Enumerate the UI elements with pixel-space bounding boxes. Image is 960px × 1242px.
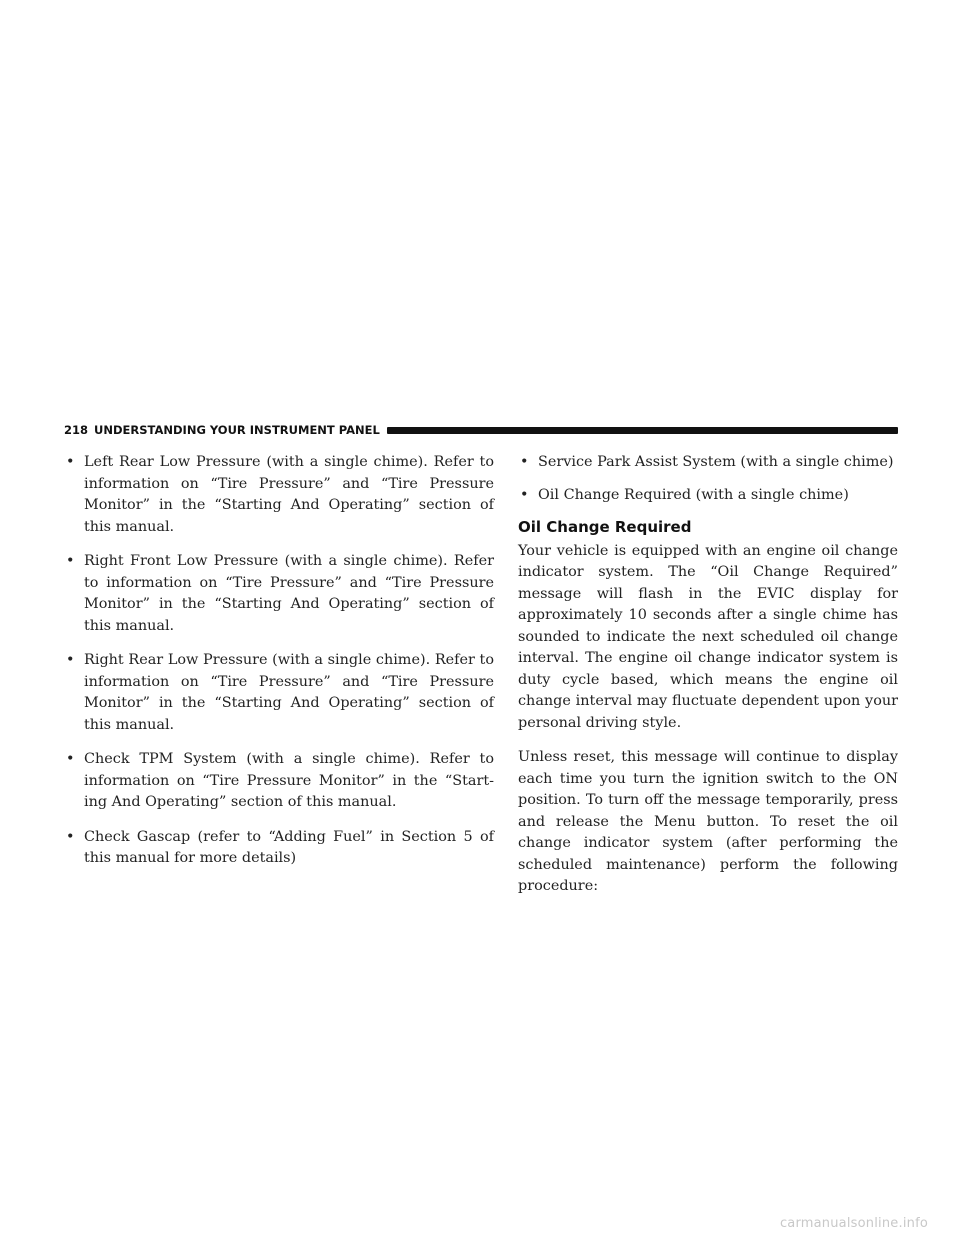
list-item (64, 749, 494, 814)
list-item (518, 485, 898, 507)
list-item (64, 551, 494, 637)
list-item-text: Check Gascap (refer to “Adding Fuel” in Section 5 of this manual for more details) (84, 828, 494, 866)
bullet-icon: • (66, 553, 75, 569)
watermark: carmanualsonline.info (779, 1216, 928, 1231)
bullet-icon: • (66, 652, 75, 668)
page-header (64, 420, 898, 440)
page-number: 218 (64, 423, 89, 437)
list-item-text: Oil Change Required (with a single chime) (538, 486, 849, 503)
section-title: UNDERSTANDING YOUR INSTRUMENT PANEL (94, 423, 380, 437)
left-column (64, 452, 494, 883)
bullet-icon: • (66, 751, 75, 767)
list-item-text: Left Rear Low Pressure (with a single chime). Refer to information on “Tire Pressure” and “Tire Pressure Monitor” in the “Starting And Operating” section of this manual. (84, 454, 494, 535)
body-paragraph: Unless reset, this message will continue to display each time you turn the ignition switch to the ON position. To turn off the message temporarily, press and release the Menu button. To reset the oil change indicator system (after performing the scheduled maintenance) perform the following procedure: (518, 749, 898, 894)
bullet-icon: • (520, 486, 529, 503)
bullet-icon: • (520, 454, 529, 470)
list-item-text: Right Front Low Pressure (with a single chime). Refer to information on “Tire Pressure” and “Tire Pressure Monitor” in the “Starting And Operating” section of this manual. (84, 553, 494, 634)
bullet-icon: • (66, 454, 75, 470)
list-item (64, 452, 494, 538)
list-item-text: Service Park Assist System (with a single chime) (538, 454, 894, 470)
right-column (518, 452, 898, 911)
body-paragraph: Your vehicle is equipped with an engine oil change indicator system. The “Oil Change Required” message will flash in the EVIC display for approximately 10 seconds after a single chime has sounded to indicate the next scheduled oil change interval. The engine oil change indicator system is duty cycle based, which means the engine oil change interval may fluctuate dependent upon your personal driving style. (518, 542, 898, 731)
list-item-text: Right Rear Low Pressure (with a single chime). Refer to information on “Tire Pressure” and “Tire Pressure Monitor” in the “Starting And Operating” section of this manual. (84, 652, 494, 733)
section-heading: Oil Change Required (518, 518, 692, 536)
bullet-icon: • (66, 828, 75, 845)
header-rule (387, 427, 898, 434)
list-item (64, 827, 494, 870)
list-item (518, 452, 898, 474)
list-item (64, 650, 494, 736)
list-item-text: Check TPM System (with a single chime). Refer to information on “Tire Pressure Monitor” in the “Start-ing And Operating” section of this manual. (84, 751, 494, 810)
